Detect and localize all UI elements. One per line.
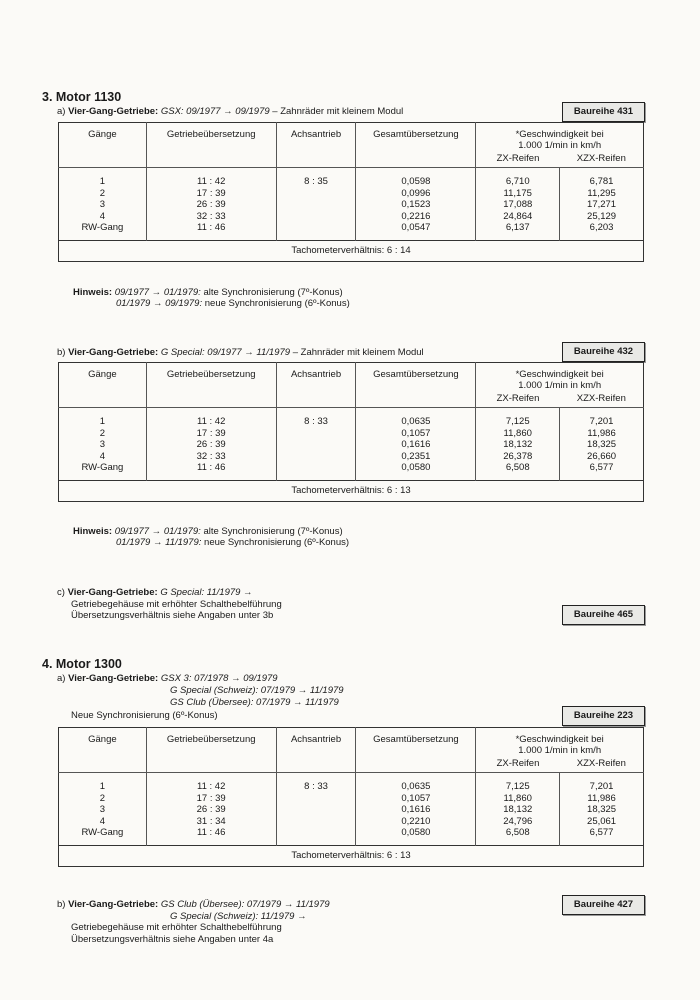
sec4b-heading: [57, 899, 330, 910]
sec3b-heading: [57, 347, 424, 358]
ratio-cell: 17 : 39: [196, 187, 226, 199]
gear-cell: 1: [99, 416, 106, 427]
ratio-cell: 32 : 33: [196, 210, 226, 222]
baureihe-465-badge: Baureihe 465: [562, 605, 645, 625]
total-column: [356, 168, 476, 241]
tacho-ratio: Tachometerverhältnis: 6 : 14: [59, 240, 644, 261]
total-cell: 0,1616: [401, 439, 431, 450]
total-cell: 0,1057: [401, 427, 431, 439]
zx-cell: 6,508: [505, 462, 530, 473]
xzx-cell: 7,201: [589, 416, 614, 427]
sec3a-prefix: a): [57, 106, 66, 117]
xzx-cell: 7,201: [589, 781, 614, 792]
xzx-cell: 11,295: [587, 187, 616, 199]
header-xzx-reifen: XZX-Reifen: [560, 393, 644, 408]
sec3c-line2: Übersetzungsverhältnis siehe Angaben unter 3b: [71, 610, 274, 621]
gear-cell: 4: [99, 815, 106, 827]
section-title-motor-1130: 3. Motor 1130: [42, 90, 122, 104]
sec3b-label: Vier-Gang-Getriebe:: [68, 347, 159, 358]
total-cell: 0,1057: [401, 792, 431, 804]
gear-table-3a: [58, 122, 644, 262]
total-cell: 0,2351: [401, 450, 431, 462]
axle-column: [276, 168, 356, 241]
gear-cell: RW-Gang: [81, 827, 124, 838]
total-cell: 0,1616: [401, 804, 431, 815]
sec4a-heading: [57, 673, 278, 684]
gear-cell: RW-Gang: [81, 222, 124, 233]
gear-table-3b: [58, 362, 644, 502]
gear-column: [59, 773, 147, 846]
header-achsantrieb: Achsantrieb: [276, 123, 356, 154]
xzx-cell: 6,577: [589, 827, 614, 838]
xzx-cell: 11,986: [587, 427, 616, 439]
ratio-cell: 11 : 46: [197, 462, 226, 473]
gear-cell: 3: [99, 804, 106, 815]
ratio-cell: 11 : 42: [197, 781, 226, 792]
header-gaenge: Gänge: [88, 129, 117, 140]
total-cell: 0,0580: [401, 462, 431, 473]
header-xzx-reifen: XZX-Reifen: [560, 758, 644, 773]
header-gesamtuebersetzung: Gesamtübersetzung: [356, 728, 476, 759]
gear-cell: 1: [99, 781, 106, 792]
note-label: Hinweis:: [73, 526, 113, 537]
baureihe-432-badge: Baureihe 432: [562, 342, 645, 362]
sec3c-label: Vier-Gang-Getriebe:: [67, 587, 158, 598]
zx-cell: 18,132: [503, 439, 533, 450]
note-text: alte Synchronisierung (7º-Konus): [203, 526, 343, 537]
baureihe-431-badge: Baureihe 431: [562, 102, 645, 122]
sec3b-note2: [116, 537, 349, 548]
zx-column: [476, 408, 560, 481]
sec3a-heading: [57, 106, 403, 117]
ratio-cell: 26 : 39: [196, 199, 226, 210]
zx-cell: 6,710: [505, 176, 530, 187]
ratio-cell: 32 : 33: [196, 450, 226, 462]
sec4b-label: Vier-Gang-Getriebe:: [68, 899, 159, 910]
axle-cell: 8 : 35: [304, 176, 328, 187]
sec3a-note1: [73, 287, 343, 298]
total-cell: 0,0996: [401, 187, 431, 199]
xzx-cell: 6,203: [589, 222, 614, 233]
sec4b-spec1: GS Club (Übersee): 07/1979 → 11/1979: [160, 899, 330, 910]
axle-cell: 8 : 33: [304, 781, 328, 792]
sec3b-spec: G Special: 09/1977 → 11/1979: [160, 347, 291, 358]
xzx-column: [560, 408, 644, 481]
axle-cell: 8 : 33: [304, 416, 328, 427]
zx-cell: 11,175: [503, 187, 532, 199]
axle-column: [276, 773, 356, 846]
xzx-column: [560, 773, 644, 846]
ratio-cell: 31 : 34: [196, 815, 226, 827]
xzx-cell: 11,986: [587, 792, 616, 804]
sec3b-note1: [73, 526, 343, 537]
xzx-cell: 26,660: [587, 450, 617, 462]
sec4a-spec2: G Special (Schweiz): 07/1979 → 11/1979: [170, 685, 344, 696]
total-column: [356, 773, 476, 846]
total-cell: 0,0547: [401, 222, 431, 233]
header-zx-reifen: ZX-Reifen: [476, 758, 560, 773]
gear-column: [59, 168, 147, 241]
tacho-ratio: Tachometerverhältnis: 6 : 13: [59, 480, 644, 501]
sec3a-note2: [116, 298, 350, 309]
note-date: 09/1977 → 01/1979:: [114, 526, 201, 537]
ratio-column: [146, 773, 276, 846]
sec3b-prefix: b): [57, 347, 66, 358]
header-geschwindigkeit-line1: *Geschwindigkeit bei: [515, 129, 604, 140]
zx-cell: 6,137: [505, 222, 530, 233]
zx-cell: 24,864: [503, 210, 533, 222]
xzx-cell: 25,129: [587, 210, 617, 222]
ratio-column: [146, 408, 276, 481]
ratio-cell: 26 : 39: [196, 439, 226, 450]
ratio-cell: 17 : 39: [196, 792, 226, 804]
ratio-cell: 11 : 42: [197, 416, 226, 427]
header-getriebeuebersetzung: Getriebeübersetzung: [146, 728, 276, 759]
total-cell: 0,0580: [401, 827, 431, 838]
header-getriebeuebersetzung: Getriebeübersetzung: [146, 363, 276, 394]
zx-column: [476, 773, 560, 846]
sec3a-label: Vier-Gang-Getriebe:: [68, 106, 159, 117]
sec3c-heading: [57, 587, 253, 598]
total-column: [356, 408, 476, 481]
ratio-column: [146, 168, 276, 241]
note-text: neue Synchronisierung (6º-Konus): [204, 298, 350, 309]
sec3b-suffix: – Zahnräder mit kleinem Modul: [292, 347, 424, 358]
ratio-cell: 11 : 46: [197, 222, 226, 233]
sec4a-label: Vier-Gang-Getriebe:: [68, 673, 159, 684]
note-date: 01/1979 → 09/1979:: [116, 298, 203, 309]
baureihe-427-badge: Baureihe 427: [562, 895, 645, 915]
header-geschwindigkeit: [476, 728, 644, 759]
gear-cell: 2: [99, 427, 106, 439]
total-cell: 0,1523: [401, 199, 431, 210]
section-title-motor-1300: 4. Motor 1300: [42, 657, 122, 671]
zx-column: [476, 168, 560, 241]
ratio-cell: 11 : 42: [197, 176, 226, 187]
header-xzx-reifen: XZX-Reifen: [560, 153, 644, 168]
ratio-cell: 11 : 46: [197, 827, 226, 838]
zx-cell: 18,132: [503, 804, 533, 815]
header-geschwindigkeit-line1: *Geschwindigkeit bei: [515, 734, 604, 745]
total-cell: 0,0598: [401, 176, 431, 187]
xzx-cell: 18,325: [587, 804, 617, 815]
sec3a-suffix: – Zahnräder mit kleinem Modul: [272, 106, 404, 117]
zx-cell: 26,378: [503, 450, 533, 462]
total-cell: 0,0635: [401, 416, 431, 427]
header-geschwindigkeit: [476, 123, 644, 154]
header-gesamtuebersetzung: Gesamtübersetzung: [356, 363, 476, 394]
xzx-cell: 18,325: [587, 439, 617, 450]
sec3c-spec: G Special: 11/1979 →: [160, 587, 253, 598]
header-zx-reifen: ZX-Reifen: [476, 393, 560, 408]
note-date: 01/1979 → 11/1979:: [116, 537, 202, 548]
sec3c-line1: Getriebegehäuse mit erhöhter Schalthebelführung: [71, 599, 282, 610]
note-text: neue Synchronisierung (6º-Konus): [204, 537, 350, 548]
sec4a-spec3: GS Club (Übersee): 07/1979 → 11/1979: [170, 697, 339, 708]
zx-cell: 7,125: [505, 416, 530, 427]
zx-cell: 17,088: [503, 199, 533, 210]
sec4a-spec1: GSX 3: 07/1978 → 09/1979: [160, 673, 278, 684]
header-gesamtuebersetzung: Gesamtübersetzung: [356, 123, 476, 154]
sec3a-spec: GSX: 09/1977 → 09/1979: [160, 106, 270, 117]
sec4b-spec2: G Special (Schweiz): 11/1979 →: [170, 911, 307, 922]
gear-cell: 2: [99, 187, 106, 199]
gear-cell: RW-Gang: [81, 462, 124, 473]
header-getriebeuebersetzung: Getriebeübersetzung: [146, 123, 276, 154]
total-cell: 0,0635: [401, 781, 431, 792]
ratio-cell: 17 : 39: [196, 427, 226, 439]
xzx-column: [560, 168, 644, 241]
tacho-ratio: Tachometerverhältnis: 6 : 13: [59, 845, 644, 866]
sec4a-line: Neue Synchronisierung (6º-Konus): [71, 710, 218, 721]
xzx-cell: 25,061: [587, 815, 617, 827]
header-geschwindigkeit-line2: 1.000 1/min in km/h: [518, 140, 602, 151]
ratio-cell: 26 : 39: [196, 804, 226, 815]
note-date: 09/1977 → 01/1979:: [114, 287, 201, 298]
gear-cell: 2: [99, 792, 106, 804]
sec3c-prefix: c): [57, 587, 65, 598]
header-geschwindigkeit-line2: 1.000 1/min in km/h: [518, 380, 602, 391]
total-cell: 0,2216: [401, 210, 431, 222]
xzx-cell: 6,781: [589, 176, 614, 187]
gear-cell: 3: [99, 439, 106, 450]
gear-table-4a: [58, 727, 644, 867]
axle-column: [276, 408, 356, 481]
total-cell: 0,2210: [401, 815, 431, 827]
gear-cell: 1: [99, 176, 106, 187]
header-gaenge: Gänge: [88, 369, 117, 380]
zx-cell: 24,796: [503, 815, 533, 827]
xzx-cell: 6,577: [589, 462, 614, 473]
sec4b-prefix: b): [57, 899, 66, 910]
header-achsantrieb: Achsantrieb: [276, 363, 356, 394]
gear-cell: 4: [99, 450, 106, 462]
sec4b-line2: Übersetzungsverhältnis siehe Angaben unter 4a: [71, 934, 274, 945]
header-geschwindigkeit-line1: *Geschwindigkeit bei: [515, 369, 604, 380]
header-geschwindigkeit: [476, 363, 644, 394]
header-geschwindigkeit-line2: 1.000 1/min in km/h: [518, 745, 602, 756]
note-label: Hinweis:: [73, 287, 113, 298]
zx-cell: 11,860: [503, 792, 532, 804]
zx-cell: 11,860: [503, 427, 532, 439]
header-gaenge: Gänge: [88, 734, 117, 745]
zx-cell: 7,125: [505, 781, 530, 792]
zx-cell: 6,508: [505, 827, 530, 838]
xzx-cell: 17,271: [587, 199, 617, 210]
gear-cell: 3: [99, 199, 106, 210]
sec4a-prefix: a): [57, 673, 66, 684]
gear-column: [59, 408, 147, 481]
gear-cell: 4: [99, 210, 106, 222]
sec4b-line1: Getriebegehäuse mit erhöhter Schalthebelführung: [71, 922, 282, 933]
note-text: alte Synchronisierung (7º-Konus): [203, 287, 343, 298]
header-zx-reifen: ZX-Reifen: [476, 153, 560, 168]
header-achsantrieb: Achsantrieb: [276, 728, 356, 759]
baureihe-223-badge: Baureihe 223: [562, 706, 645, 726]
